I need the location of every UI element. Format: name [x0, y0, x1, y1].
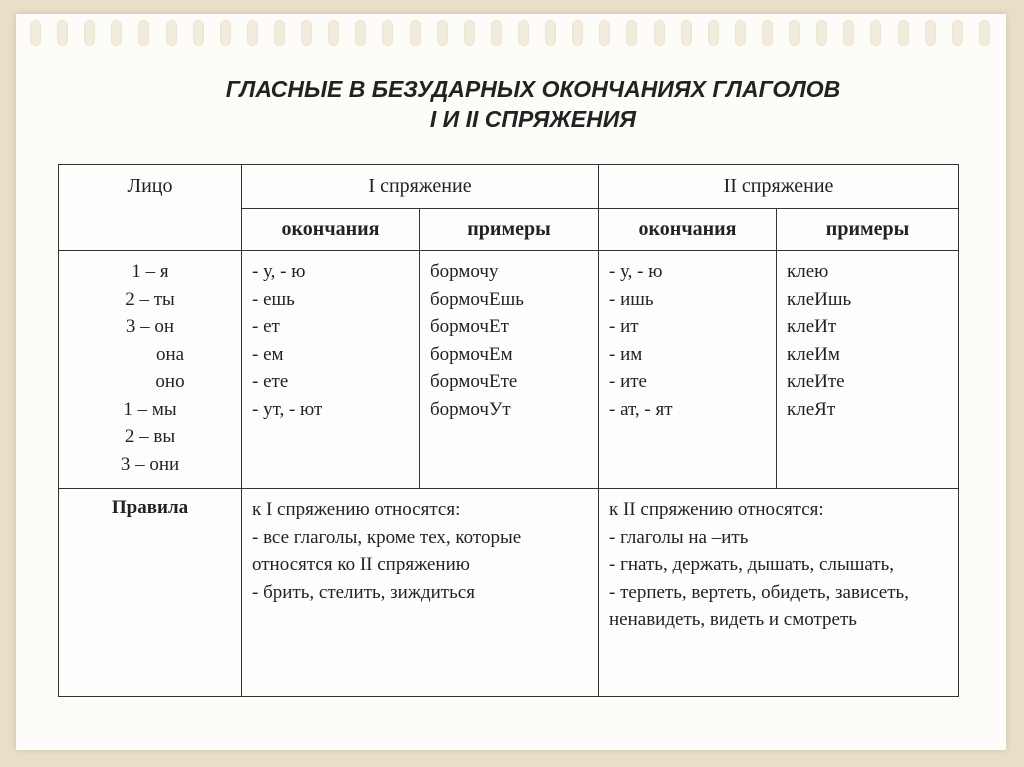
- ending-item: - у, - ю: [252, 261, 306, 282]
- ending-item: - ит: [609, 316, 639, 337]
- conjugation-table: [58, 164, 959, 697]
- rule-item: - терпеть, вертеть, обидеть, зависеть, ненавидеть, видеть и смотреть: [609, 581, 909, 630]
- binder-hole: [843, 20, 854, 46]
- binder-hole: [57, 20, 68, 46]
- conj2-rules-cell: [599, 489, 959, 697]
- binder-hole: [735, 20, 746, 46]
- conj1-endings-header: окончания: [242, 209, 420, 251]
- binder-hole: [762, 20, 773, 46]
- ending-item: - ешь: [252, 288, 295, 310]
- binder-hole: [193, 20, 204, 46]
- example-item: бормочу: [430, 261, 499, 282]
- binder-hole: [328, 20, 339, 46]
- binder-hole: [518, 20, 529, 46]
- conj1-header: I спряжение: [242, 165, 599, 209]
- person-item: 2 – вы: [124, 426, 176, 447]
- ending-item: - ат, - ят: [609, 398, 673, 420]
- title-line-1: ГЛАСНЫЕ В БЕЗУДАРНЫХ ОКОНЧАНИЯХ ГЛАГОЛОВ: [225, 76, 841, 102]
- ending-item: - ете: [252, 371, 289, 392]
- persons-cell: [59, 251, 242, 489]
- binder-hole: [355, 20, 366, 46]
- person-item: 3 – он: [125, 316, 175, 337]
- conj1-rules-cell: [242, 489, 599, 697]
- binder-hole: [382, 20, 393, 46]
- conj2-examples-header: примеры: [777, 209, 959, 251]
- binder-hole: [84, 20, 95, 46]
- binder-hole: [599, 20, 610, 46]
- binder-hole: [816, 20, 827, 46]
- binder-hole: [464, 20, 475, 46]
- binder-hole: [681, 20, 692, 46]
- ending-item: - у, - ю: [609, 261, 663, 282]
- rule-item: к I спряжению относятся:: [252, 499, 461, 520]
- binder-hole: [572, 20, 583, 46]
- binder-hole: [220, 20, 231, 46]
- binder-hole: [898, 20, 909, 46]
- binder-hole: [708, 20, 719, 46]
- binder-hole: [111, 20, 122, 46]
- rule-item: - глаголы на –ить: [609, 526, 749, 548]
- binder-hole: [870, 20, 881, 46]
- person-item: 1 – я: [131, 261, 169, 282]
- binder-hole: [30, 20, 41, 46]
- example-item: клеИм: [787, 343, 840, 365]
- binder-hole: [301, 20, 312, 46]
- binder-hole: [138, 20, 149, 46]
- binder-hole: [925, 20, 936, 46]
- binder-hole: [437, 20, 448, 46]
- person-item: 1 – мы: [123, 398, 177, 420]
- example-item: клеИшь: [787, 288, 852, 310]
- binder-hole: [545, 20, 556, 46]
- binder-hole: [979, 20, 990, 46]
- example-item: клеИте: [787, 371, 845, 392]
- ending-item: - ите: [609, 371, 647, 392]
- example-item: клеЯт: [787, 398, 836, 420]
- example-item: бормочЕшь: [430, 288, 524, 310]
- ending-item: - ет: [252, 316, 280, 337]
- binder-hole: [247, 20, 258, 46]
- rule-item: - все глаголы, кроме тех, которые относятся ко II спряжению: [252, 526, 522, 575]
- example-item: бормочЕте: [430, 371, 518, 392]
- conj1-endings-cell: [242, 251, 420, 489]
- example-item: клею: [787, 261, 829, 282]
- person-item: она: [155, 343, 185, 365]
- ending-item: - им: [609, 343, 643, 365]
- conj2-endings-header: окончания: [599, 209, 777, 251]
- rule-item: - брить, стелить, зиждиться: [252, 581, 475, 603]
- person-item: оно: [155, 371, 185, 392]
- example-item: бормочУт: [430, 398, 511, 420]
- conj2-endings-cell: [599, 251, 777, 489]
- page-title: [0, 74, 1024, 134]
- binder-hole: [952, 20, 963, 46]
- binder-hole: [274, 20, 285, 46]
- binder-holes: [30, 20, 990, 46]
- binder-hole: [166, 20, 177, 46]
- rules-label: Правила: [59, 489, 242, 697]
- conj2-header: II спряжение: [599, 165, 959, 209]
- binder-hole: [410, 20, 421, 46]
- conj2-examples-cell: [777, 251, 959, 489]
- conj1-examples-cell: [420, 251, 599, 489]
- ending-item: - ишь: [609, 288, 654, 310]
- person-item: 2 – ты: [125, 288, 175, 310]
- rule-item: - гнать, держать, дышать, слышать,: [609, 554, 895, 575]
- binder-hole: [654, 20, 665, 46]
- person-header: Лицо: [59, 165, 242, 251]
- example-item: бормочЕт: [430, 316, 509, 337]
- conj1-examples-header: примеры: [420, 209, 599, 251]
- binder-hole: [491, 20, 502, 46]
- example-item: клеИт: [787, 316, 837, 337]
- rule-item: к II спряжению относятся:: [609, 499, 824, 520]
- binder-hole: [789, 20, 800, 46]
- person-item: 3 – они: [120, 453, 180, 475]
- example-item: бормочЕм: [430, 343, 513, 365]
- title-line-2: I И II СПРЯЖЕНИЯ: [429, 106, 637, 132]
- ending-item: - ем: [252, 343, 284, 365]
- ending-item: - ут, - ют: [252, 398, 323, 420]
- binder-hole: [626, 20, 637, 46]
